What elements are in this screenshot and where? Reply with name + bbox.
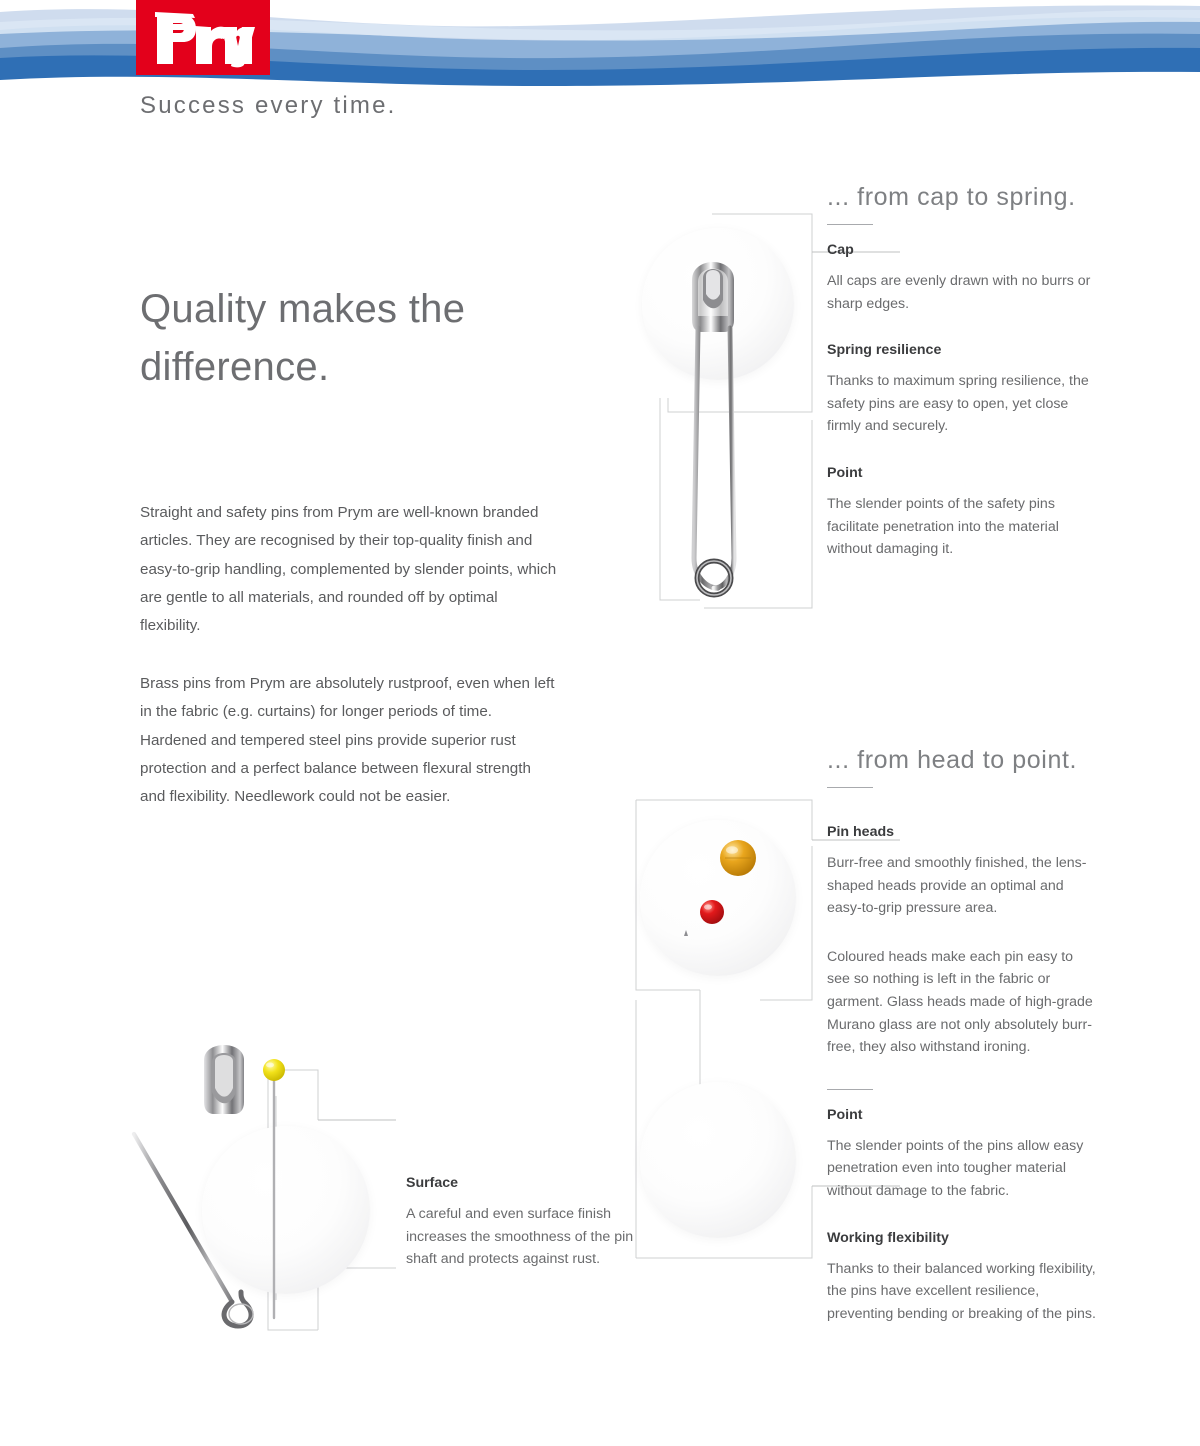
prym-logo[interactable] [136, 0, 270, 75]
callout-heading: Cap [827, 242, 854, 258]
closed-safety-pin-illustration [634, 228, 814, 608]
section-title-head-to-point: ... from head to point. [827, 746, 1078, 774]
spacer [827, 1059, 1099, 1078]
safety-pin-closed-graphic [634, 228, 814, 608]
safety-pin-open-graphic [114, 1030, 414, 1340]
callout-text: A careful and even surface finish increases the smoothness of the pin shaft and protects against rust. [406, 1206, 634, 1268]
callouts-head-to-point [827, 745, 1099, 1325]
page-header [0, 0, 1200, 88]
section-divider [827, 224, 873, 225]
page-title: Quality makes the difference. [140, 287, 466, 389]
callout-cap [827, 241, 1099, 315]
callout-heading: Point [827, 464, 863, 481]
brand-tagline: Success every time. [140, 92, 397, 119]
callout-heading: Surface [406, 1175, 459, 1191]
callout-pin-heads [827, 823, 1099, 920]
spacer [827, 315, 1099, 341]
callout-coloured-heads [827, 946, 1099, 1059]
callout-heading: Working flexibility [827, 1229, 949, 1246]
callout-point-safety [827, 464, 1099, 561]
callout-text: Burr-free and smoothly finished, the lens-shaped heads provide an optimal and easy-to-grip pressure area. [827, 855, 1087, 917]
callout-text: The slender points of the safety pins facilitate penetration into the material without damaging it. [827, 495, 1059, 558]
prym-logo-wordmark [149, 8, 257, 68]
spacer [827, 920, 1099, 946]
section-title-cap-to-spring: ... from cap to spring. [827, 183, 1076, 211]
spacer [827, 804, 1099, 823]
callout-heading: Pin heads [827, 824, 895, 840]
section-divider [827, 1089, 873, 1090]
intro-paragraph-2: Brass pins from Prym are absolutely rustproof, even when left in the fabric (e.g. curtains) for longer periods of time. Hardened and tempered steel pins provide superior rust protection and a perfect balance between flexural strength and flexibility. Needlework could not be easier. [140, 675, 555, 805]
callout-text: All caps are evenly drawn with no burrs or sharp edges. [827, 273, 1091, 312]
callout-heading: Point [827, 1106, 863, 1123]
callout-text: Thanks to their balanced working flexibility, the pins have excellent resilience, preventing bending or breaking of the pins. [827, 1260, 1096, 1322]
section-divider [827, 787, 873, 788]
straight-pins-illustration [634, 812, 814, 1252]
callout-surface [406, 1174, 634, 1271]
callout-spring-resilience [827, 341, 1099, 438]
intro-paragraph-1: Straight and safety pins from Prym are well-known branded articles. They are recognised by their top-quality finish and easy-to-grip handling, complemented by slender points, which are gentle to all materials, and rounded off by optimal flexibility. [140, 504, 557, 634]
callouts-cap-to-spring [827, 182, 1099, 561]
callout-heading: Spring resilience [827, 342, 942, 359]
straight-pins-graphic [634, 812, 814, 1252]
callout-text: The slender points of the pins allow easy penetration even into tougher material without damage to the fabric. [827, 1137, 1084, 1199]
callout-point-straight [827, 1106, 1099, 1203]
spacer [827, 1203, 1099, 1229]
callout-text: Coloured heads make each pin easy to see so nothing is left in the fabric or garment. Glass heads made of high-grade Murano glass are not only absolutely burr-free, they also withstand ironing. [827, 948, 1093, 1056]
callout-working-flexibility [827, 1229, 1099, 1326]
callout-text: Thanks to maximum spring resilience, the safety pins are easy to open, yet close firmly and securely. [827, 373, 1089, 435]
spacer [827, 438, 1099, 464]
yellow-pin-head-icon [263, 1059, 285, 1081]
red-pin-head-icon [700, 900, 724, 924]
open-safety-pin-illustration [114, 1030, 414, 1340]
